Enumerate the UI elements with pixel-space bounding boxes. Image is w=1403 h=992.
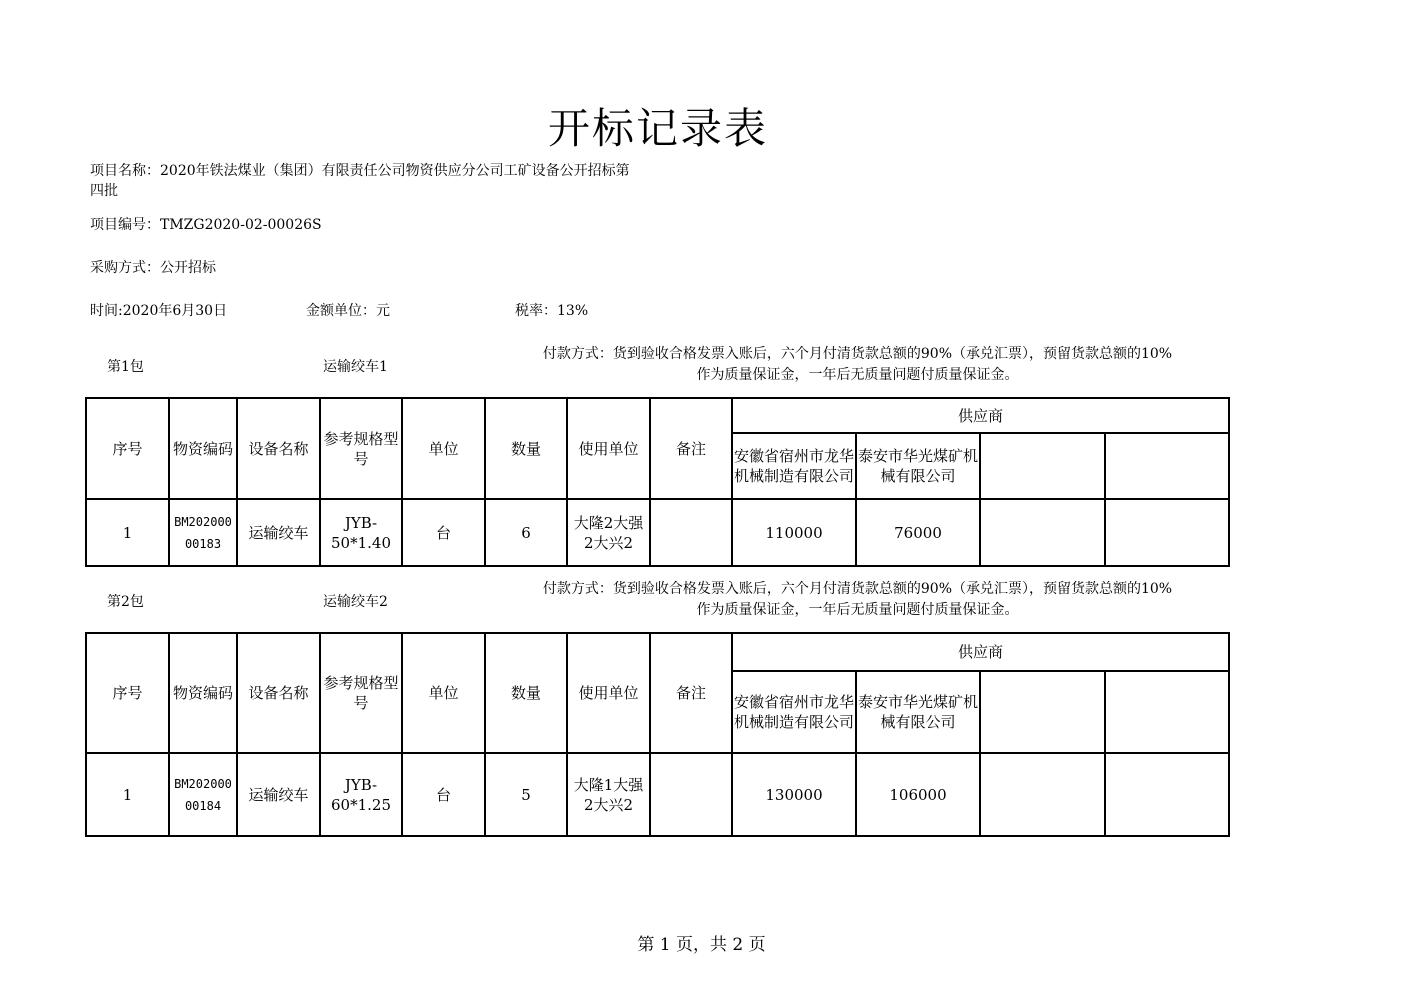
package-label: 第2包	[107, 594, 144, 610]
header-user: 使用单位	[567, 633, 650, 753]
payment-terms-line1: 付款方式：货到验收合格发票入账后，六个月付清货款总额的90%（承兑汇票），预留货款总额的10%	[542, 581, 1173, 597]
bid-table	[85, 632, 1230, 837]
header-spec: 参考规格型号	[320, 633, 402, 753]
cell-price	[980, 499, 1105, 566]
cell-price: 76000	[856, 499, 980, 566]
cell-unit: 台	[402, 753, 485, 836]
header-name: 设备名称	[237, 633, 320, 753]
header-qty: 数量	[485, 633, 567, 753]
supplier-name	[980, 433, 1105, 499]
payment-terms	[470, 579, 1245, 621]
bid-date: 时间:2020年6月30日	[90, 303, 228, 319]
package-label: 第1包	[107, 359, 144, 375]
cell-remark	[650, 753, 732, 836]
header-code: 物资编码	[169, 633, 237, 753]
supplier-name	[1105, 433, 1229, 499]
header-code: 物资编码	[169, 398, 237, 499]
payment-terms-line2: 作为质量保证金，一年后无质量问题付质量保证金。	[696, 602, 1019, 618]
supplier-name: 安徽省宿州市龙华机械制造有限公司	[732, 433, 856, 499]
table-row	[86, 753, 1229, 836]
payment-terms-line2: 作为质量保证金，一年后无质量问题付质量保证金。	[696, 367, 1019, 383]
header-seq: 序号	[86, 633, 169, 753]
page-footer: 第 1 页，共 2 页	[637, 935, 766, 955]
cell-spec: JYB- 60*1.25	[320, 753, 402, 836]
currency-unit: 金额单位：元	[306, 303, 390, 319]
cell-user: 大隆1大强 2大兴2	[567, 753, 650, 836]
supplier-name: 泰安市华光煤矿机械有限公司	[856, 433, 980, 499]
header-spec: 参考规格型号	[320, 398, 402, 499]
project-name-line2: 四批	[90, 183, 118, 199]
cell-price	[1105, 753, 1229, 836]
header-seq: 序号	[86, 398, 169, 499]
cell-price	[1105, 499, 1229, 566]
header-name: 设备名称	[237, 398, 320, 499]
project-name-line1: 项目名称：2020年铁法煤业（集团）有限责任公司物资供应分公司工矿设备公开招标第	[90, 163, 630, 179]
cell-price: 130000	[732, 753, 856, 836]
cell-remark	[650, 499, 732, 566]
cell-seq: 1	[86, 753, 169, 836]
cell-qty: 5	[485, 753, 567, 836]
cell-price: 110000	[732, 499, 856, 566]
cell-qty: 6	[485, 499, 567, 566]
purchase-method: 采购方式：公开招标	[90, 260, 216, 276]
cell-price: 106000	[856, 753, 980, 836]
package-name: 运输绞车2	[323, 594, 388, 610]
header-remark: 备注	[650, 633, 732, 753]
supplier-name	[1105, 671, 1229, 753]
cell-price	[980, 753, 1105, 836]
supplier-name: 安徽省宿州市龙华机械制造有限公司	[732, 671, 856, 753]
header-supplier: 供应商	[732, 633, 1229, 671]
header-supplier: 供应商	[732, 398, 1229, 433]
header-qty: 数量	[485, 398, 567, 499]
cell-spec: JYB- 50*1.40	[320, 499, 402, 566]
cell-seq: 1	[86, 499, 169, 566]
page-title: 开标记录表	[547, 104, 768, 153]
table-row	[86, 499, 1229, 566]
payment-terms	[470, 344, 1245, 386]
header-remark: 备注	[650, 398, 732, 499]
package-name: 运输绞车1	[323, 359, 388, 375]
supplier-name	[980, 671, 1105, 753]
cell-code: BM202000 00183	[169, 499, 237, 566]
payment-terms-line1: 付款方式：货到验收合格发票入账后，六个月付清货款总额的90%（承兑汇票），预留货款总额的10%	[542, 346, 1173, 362]
cell-name: 运输绞车	[237, 499, 320, 566]
bid-table	[85, 397, 1230, 567]
supplier-name: 泰安市华光煤矿机械有限公司	[856, 671, 980, 753]
project-code: 项目编号：TMZG2020-02-00026S	[90, 217, 322, 233]
header-unit: 单位	[402, 633, 485, 753]
tax-rate: 税率：13%	[515, 303, 589, 319]
cell-user: 大隆2大强 2大兴2	[567, 499, 650, 566]
header-unit: 单位	[402, 398, 485, 499]
cell-name: 运输绞车	[237, 753, 320, 836]
header-user: 使用单位	[567, 398, 650, 499]
cell-code: BM202000 00184	[169, 753, 237, 836]
cell-unit: 台	[402, 499, 485, 566]
